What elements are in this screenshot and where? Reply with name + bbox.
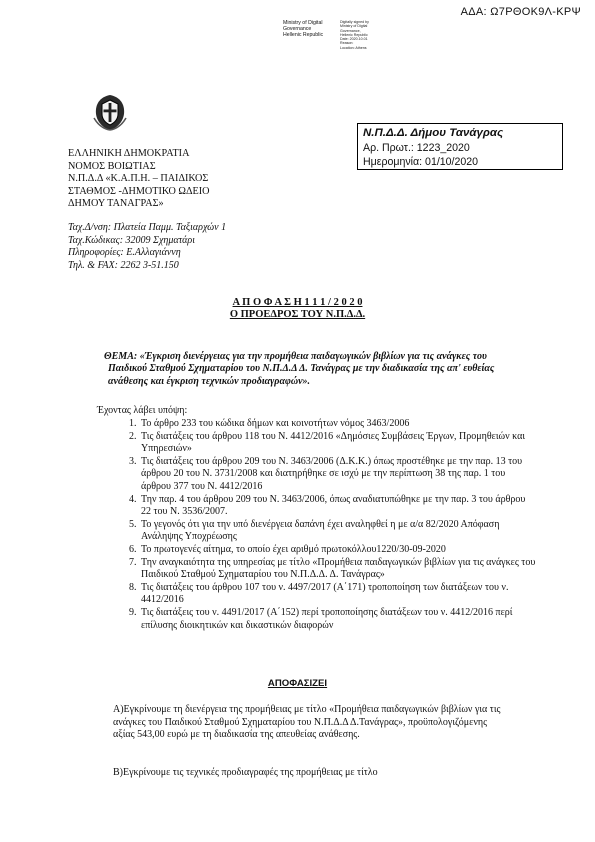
address-line: Ταχ.Κώδικας: 32009 Σχηματάρι	[68, 234, 196, 246]
having-taken-heading: Έχοντας λάβει υπόψη:	[97, 405, 188, 416]
header-line: ΔΗΜΟΥ ΤΑΝΑΓΡΑΣ»	[68, 198, 164, 210]
signature-org-en	[283, 20, 343, 39]
signature-detail-line: Ministry of Digital	[340, 24, 368, 29]
list-item: 4. Την παρ. 4 του άρθρου 209 του Ν. 3463/2006, όπως αναδιατυπώθηκε με την παρ. 3 του άρθρου 22 του Ν. 3536/2007.	[139, 494, 537, 519]
address-line: Ταχ.Δ/νση: Πλατεία Παμμ. Ταξιαρχών 1	[68, 222, 227, 233]
signature-detail-line: Hellenic Republic	[340, 32, 368, 37]
ada-code: ΑΔΑ: Ω7ΡΘΟΚ9Λ-ΚΡΨ	[460, 6, 581, 18]
signature-detail-line: Governance,	[340, 28, 361, 33]
signature-details	[340, 20, 400, 50]
header-line: ΕΛΛΗΝΙΚΗ ΔΗΜΟΚΡΑΤΙΑ	[68, 148, 190, 159]
issuer-address	[68, 222, 226, 272]
signature-detail-line: Location: Athens	[340, 45, 367, 50]
decision-title: Α Π Ο Φ Α Σ Η 1 1 1 / 2 0 2 0	[232, 297, 363, 308]
signature-line: Hellenic Republic	[283, 32, 324, 39]
president-title: Ο ΠΡΟΕΔΡΟΣ ΤΟΥ Ν.Π.Δ.Δ.	[229, 309, 366, 320]
list-item: 1. Το άρθρο 233 του κώδικα δήμων και κοινοτήτων νόμος 3463/2006	[139, 418, 537, 431]
subject-paragraph: ΘΕΜΑ: «Έγκριση διενέργειας για την προμήθεια παιδαγωγικών βιβλίων για τις ανάγκες του Παιδικού Σταθμού Σχηματαρίου του Ν.Π.Δ.Δ Δ. Τανάγρας με την διαδικασία της απ' ευθείας ανάθεσης και έγκριση τεχνικών προδιαγραφών».	[104, 351, 495, 387]
list-item: 6. Το πρωτογενές αίτημα, το οποίο έχει αριθμό πρωτοκόλλου1220/30-09-2020	[139, 544, 537, 557]
header-line: ΝΟΜΟΣ ΒΟΙΩΤΙΑΣ	[68, 160, 156, 172]
protocol-date: Ημερομηνία: 01/10/2020	[363, 156, 479, 168]
list-item: 2. Τις διατάξεις του άρθρου 118 του Ν. 4412/2016 «Δημόσιες Συμβάσεις Έργων, Προμηθειών και Υπηρεσιών»	[139, 431, 537, 456]
protocol-number: Αρ. Πρωτ.: 1223_2020	[363, 141, 470, 154]
header-line: Ν.Π.Δ.Δ «Κ.Α.Π.Η. – ΠΑΙΔΙΚΟΣ	[68, 173, 209, 185]
protocol-box	[357, 123, 563, 170]
list-item: 9. Τις διατάξεις του ν. 4491/2017 (Α΄152) περί τροποποίησης διατάξεων του ν. 4412/2016 περί επίλυσης διοικητικών και δικαστικών διαφορών	[139, 607, 537, 632]
address-line: Τηλ. & FAX: 2262 3-51.150	[68, 259, 179, 271]
decision-paragraph-b: Β)Εγκρίνουμε τις τεχνικές προδιαγραφές της προμήθειας με τίτλο	[113, 767, 378, 778]
list-item: 8. Τις διατάξεις του άρθρου 107 του ν. 4497/2017 (Α΄171) τροποποίηση των διατάξεων του ν. 4412/2016	[139, 582, 537, 607]
list-item: 3. Τις διατάξεις του άρθρου 209 του Ν. 3463/2006 (Δ.Κ.Κ.) όπως προστέθηκε με την παρ. 13 του άρθρου 20 του Ν. 3731/2008 και διατηρήθηκε σε ισχύ με την περίπτωση 38 της παρ. 1 του άρθρου 377 του Ν. 4412/2016	[139, 456, 537, 494]
signature-line: Ministry of Digital	[283, 20, 323, 26]
signature-detail-line: Reason:	[340, 41, 354, 46]
protocol-title: Ν.Π.Δ.Δ. Δήμου Τανάγρας	[363, 127, 504, 139]
header-line: ΣΤΑΘΜΟΣ -ΔΗΜΟΤΙΚΟ ΩΔΕΙΟ	[68, 185, 210, 197]
signature-detail-line: Digitally signed by	[340, 20, 369, 24]
address-line: Πληροφορίες: Ε.Αλλαγιάννη	[68, 247, 181, 259]
decision-paragraph-a: Α)Εγκρίνουμε τη διενέργεια της προμήθειας με τίτλο «Προμήθεια παιδαγωγικών βιβλίων για τις ανάγκες του Παιδικού Σταθμού Σχηματαρίου του Ν.Π.Δ.Δ Δ.Τανάγρας», προϋπολογιζόμενης αξίας 543,00 ευρώ με τη διαδικασία της απευθείας ανάθεσης.	[113, 704, 501, 741]
coat-of-arms-icon	[90, 92, 130, 132]
decides-heading: ΑΠΟΦΑΣΙΖΕΙ	[267, 678, 328, 689]
issuer-header	[68, 148, 210, 211]
considerations-list	[117, 418, 537, 632]
signature-detail-line: Date: 2020.10.01	[340, 37, 368, 42]
signature-line: Governance	[283, 26, 312, 33]
list-item: 7. Την αναγκαιότητα της υπηρεσίας με τίτλο «Προμήθεια παιδαγωγικών βιβλίων για τις ανάγκες του Παιδικού Σταθμού Σχηματαρίου του Ν.Π.Δ.Δ. Δ. Τανάγρας»	[139, 557, 537, 582]
list-item: 5. Το γεγονός ότι για την υπό διενέργεια δαπάνη έχει αναληφθεί η με α/α 82/2020 Απόφαση Ανάληψης Υποχρέωσης	[139, 519, 537, 544]
